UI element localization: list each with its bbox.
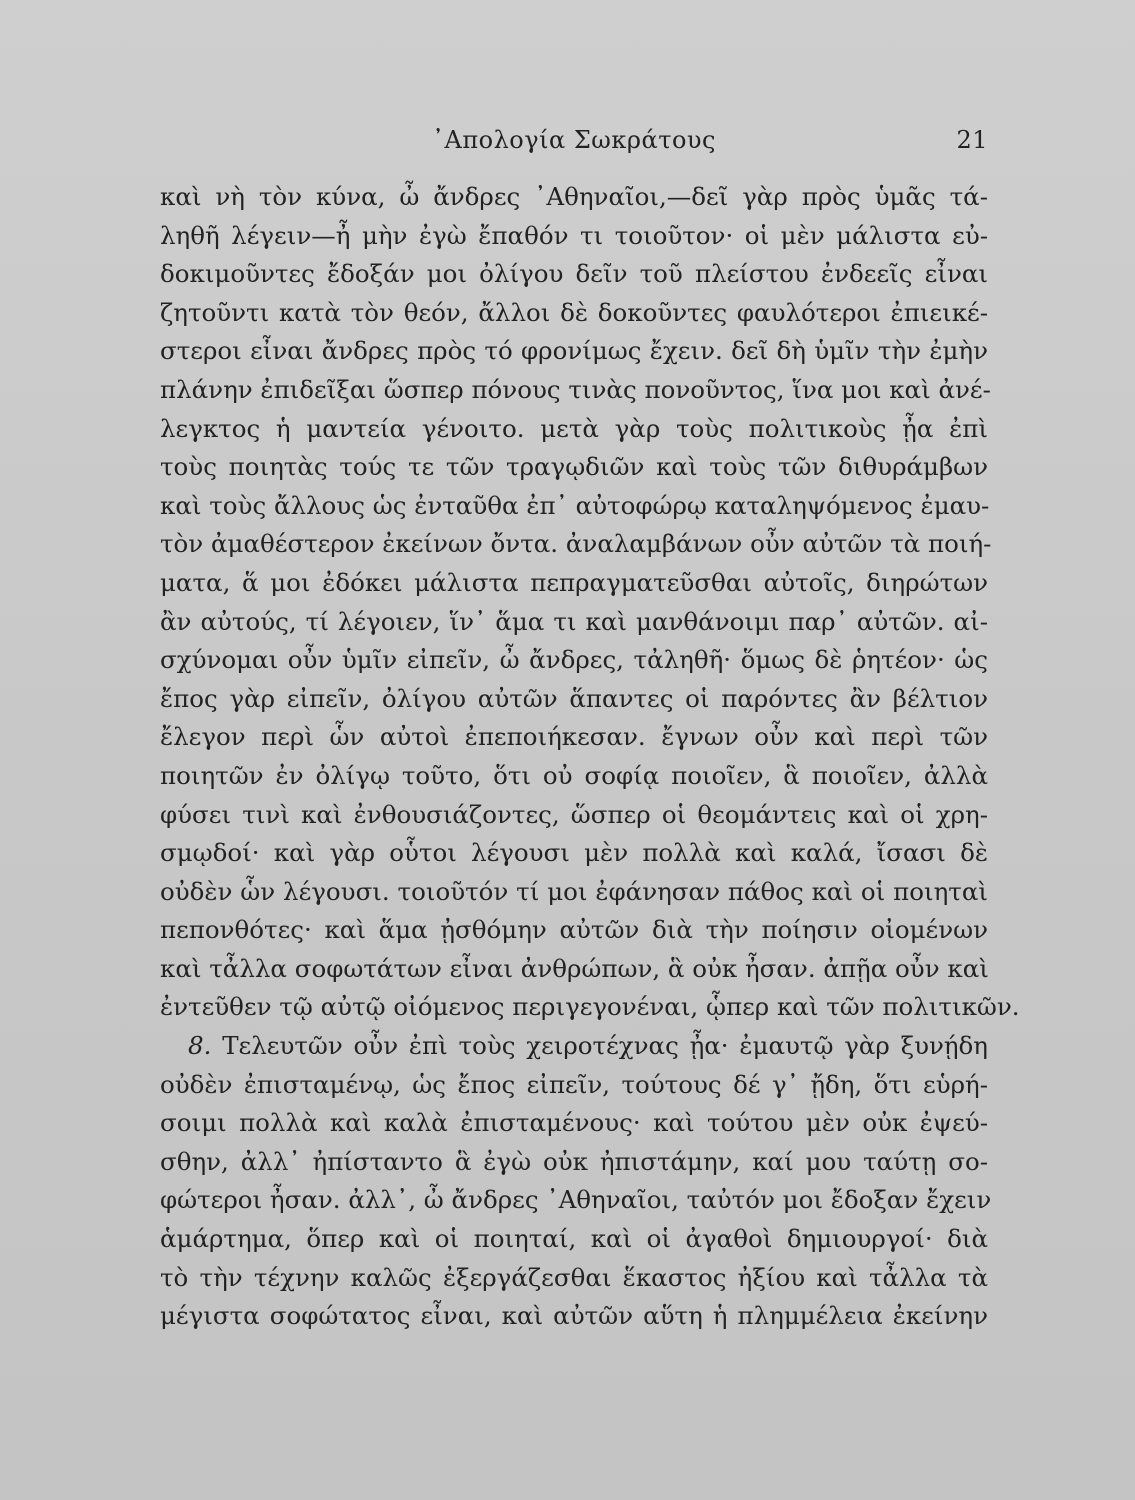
text-line: ἔπος γὰρ εἰπεῖν, ὀλίγου αὐτῶν ἅπαντες οἱ παρόντες ἂν βέλτιον [160, 683, 988, 713]
text-line: ληθῆ λέγειν—ἦ μὴν ἐγὼ ἔπαθόν τι τοιοῦτον· οἱ μὲν μάλιστα εὐ- [160, 220, 988, 250]
text-line: καὶ νὴ τὸν κύνα, ὦ ἄνδρες ᾽Αθηναῖοι,—δεῖ γὰρ πρὸς ὑμᾶς τά- [160, 182, 988, 211]
text-line: σχύνομαι οὖν ὑμῖν εἰπεῖν, ὦ ἄνδρες, τἀληθῆ· ὅμως δὲ ῥητέον· ὡς [160, 645, 988, 675]
text-line: οὐδὲν ἐπισταμένῳ, ὡς ἔπος εἰπεῖν, τούτους δέ γ᾽ ᾔδη, ὅτι εὑρή- [160, 1069, 988, 1099]
body-text [160, 178, 1020, 1336]
running-head [160, 126, 988, 162]
text-line: καὶ τἆλλα σοφωτάτων εἶναι ἀνθρώπων, ἃ οὐκ ἦσαν. ἀπῇα οὖν καὶ [160, 953, 989, 983]
page-number: 21 [956, 126, 988, 154]
text-line: σθην, ἀλλ᾽ ἠπίσταντο ἃ ἐγὼ οὐκ ἠπιστάμην, καί μου ταύτῃ σο- [160, 1146, 988, 1176]
text-line: καὶ τοὺς ἄλλους ὡς ἐνταῦθα ἐπ᾽ αὐτοφώρῳ καταληψόμενος ἐμαυ- [160, 490, 990, 520]
text-line: τὸν ἀμαθέστερον ἐκείνων ὄντα. ἀναλαμβάνων οὖν αὐτῶν τὰ ποιή- [160, 529, 992, 559]
text-line: φύσει τινὶ καὶ ἐνθουσιάζοντες, ὥσπερ οἱ θεομάντεις καὶ οἱ χρη- [160, 799, 988, 829]
text-line: σμῳδοί· καὶ γὰρ οὗτοι λέγουσι μὲν πολλὰ καὶ καλά, ἴσασι δὲ [160, 838, 988, 868]
section-first-line-text: Τελευτῶν οὖν ἐπὶ τοὺς χειροτέχνας ᾖα· ἐμαυτῷ γὰρ ξυνῄδη [222, 1031, 988, 1061]
text-line: ποιητῶν ἐν ὀλίγῳ τοῦτο, ὅτι οὐ σοφίᾳ ποιοῖεν, ἃ ποιοῖεν, ἀλλὰ [160, 760, 988, 790]
text-line: τοὺς ποιητὰς τούς τε τῶν τραγῳδιῶν καὶ τοὺς τῶν διθυράμβων [160, 452, 988, 482]
text-line: στεροι εἶναι ἄνδρες πρὸς τό φρονίμως ἔχειν. δεῖ δὴ ὑμῖν τὴν ἐμὴν [160, 336, 988, 366]
text-line: φώτεροι ἦσαν. ἀλλ᾽, ὦ ἄνδρες ᾽Αθηναῖοι, ταὐτόν μοι ἔδοξαν ἔχειν [160, 1185, 992, 1215]
text-line: ἁμάρτημα, ὅπερ καὶ οἱ ποιηταί, καὶ οἱ ἀγαθοὶ δημιουργοί· διὰ [160, 1224, 988, 1254]
text-line: πεπονθότες· καὶ ἅμα ᾐσθόμην αὐτῶν διὰ τὴν ποίησιν οἰομένων [160, 915, 988, 945]
text-line: οὐδὲν ὧν λέγουσι. τοιοῦτόν τί μοι ἐφάνησαν πάθος καὶ οἱ ποιηταὶ [160, 876, 988, 906]
text-line: ἐντεῦθεν τῷ αὐτῷ οἰόμενος περιγεγονέναι, ᾧπερ καὶ τῶν πολιτικῶν. [160, 992, 1020, 1022]
text-line: σοιμι πολλὰ καὶ καλὰ ἐπισταμένους· καὶ τούτου μὲν οὐκ ἐψεύ- [160, 1108, 988, 1138]
text-line: λεγκτος ἡ μαντεία γένοιτο. μετὰ γὰρ τοὺς πολιτικοὺς ᾖα ἐπὶ [160, 413, 988, 443]
text-line: ἂν αὐτούς, τί λέγοιεν, ἵν᾽ ἅμα τι καὶ μανθάνοιμι παρ᾽ αὐτῶν. αἰ- [160, 606, 988, 636]
text-line: πλάνην ἐπιδεῖξαι ὥσπερ πόνους τινὰς πονοῦντος, ἵνα μοι καὶ ἀνέ- [160, 374, 991, 404]
section-start-line [160, 1027, 988, 1066]
text-line: ζητοῦντι κατὰ τὸν θεόν, ἄλλοι δὲ δοκοῦντες φαυλότεροι ἐπιεικέ- [160, 297, 988, 327]
text-line: ματα, ἅ μοι ἐδόκει μάλιστα πεπραγματεῦσθαι αὐτοῖς, διηρώτων [160, 567, 988, 597]
section-number: 8. [188, 1031, 212, 1061]
running-title: ᾽Απολογία Σωκράτους [432, 126, 716, 154]
text-line: ἔλεγον περὶ ὧν αὐτοὶ ἐπεποιήκεσαν. ἔγνων οὖν καὶ περὶ τῶν [160, 722, 988, 752]
text-line: μέγιστα σοφώτατος εἶναι, καὶ αὐτῶν αὕτη ἡ πλημμέλεια ἐκείνην [160, 1301, 988, 1331]
text-line: δοκιμοῦντες ἔδοξάν μοι ὀλίγου δεῖν τοῦ πλείστου ἐνδεεῖς εἶναι [160, 259, 988, 289]
text-line: τὸ τὴν τέχνην καλῶς ἐξεργάζεσθαι ἕκαστος ἠξίου καὶ τἆλλα τὰ [160, 1262, 988, 1292]
